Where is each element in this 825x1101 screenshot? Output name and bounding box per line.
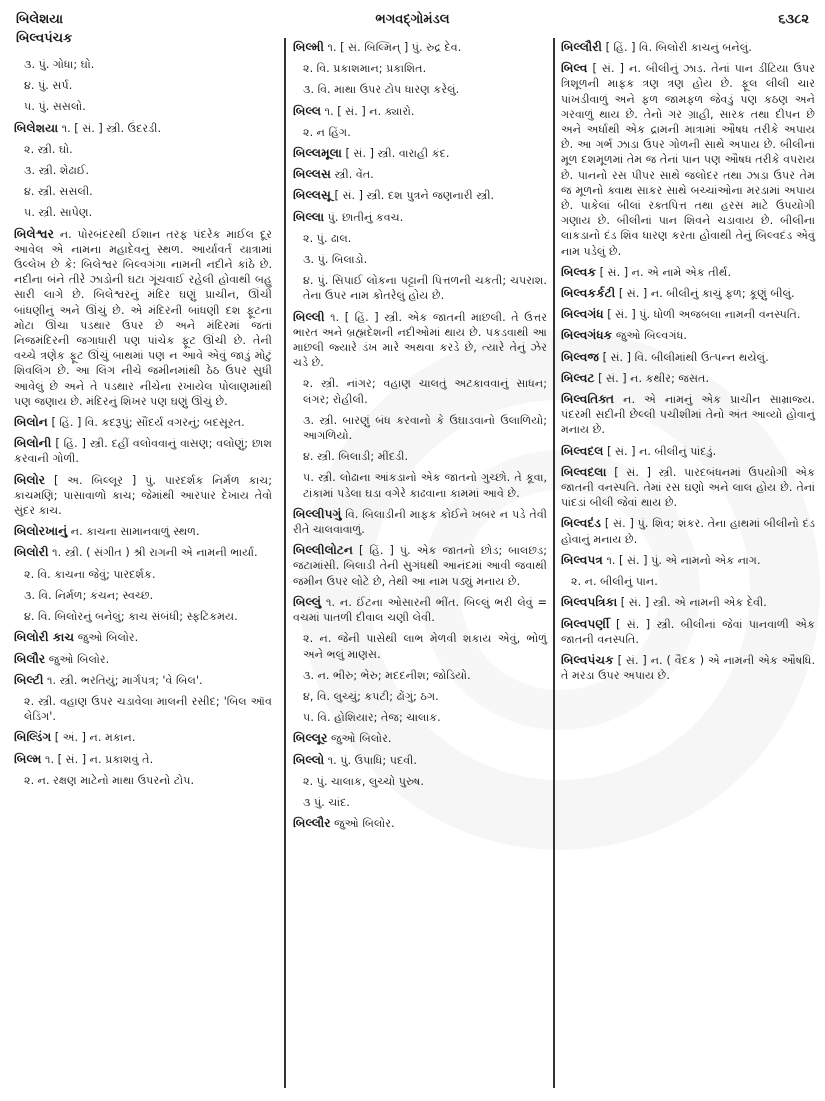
- dictionary-sense: [24, 609, 272, 624]
- definition-text: [ હિં. ] વિ. કદરૂપું; સૌંદર્ય વગરનું; બદસૂરત.: [51, 416, 245, 430]
- definition-text: ૨. સ્ત્રી. નાંગર; વહાણ ચાલતું અટકાવવાનું સાધન; લંગર; રોહીલી.: [303, 377, 547, 406]
- definition-text: [ સં. ] ન. બીલીનું કાચું ફળ; કૂણું બીલું.: [618, 287, 795, 301]
- dictionary-entry: [561, 307, 815, 322]
- definition-text: ૨. ન. રક્ષણ માટેનો માથા ઉપરનો ટોપ.: [24, 773, 195, 787]
- definition-text: [ સં. ] પું. શિવ; શંકર. તેના હાથમાં બીલીનો દંડ હોવાનું મનાય છે.: [561, 517, 815, 546]
- definition-text: ૫. પું. સસલો.: [24, 100, 86, 114]
- definition-text: [ સં. ] ન. એ નામે એક તીર્થ.: [599, 265, 732, 279]
- dictionary-entry: [561, 465, 815, 511]
- dictionary-sense: [24, 588, 272, 603]
- dictionary-entry: [293, 731, 547, 746]
- definition-text: ૨. ન હિંગ.: [303, 125, 351, 139]
- headword: બિલ્વપંચક: [561, 652, 614, 667]
- dictionary-entry: [561, 516, 815, 546]
- definition-text: [ સં. ] સ્ત્રી. પારદબંધનમાં ઉપયોગી એક જાતની વનસ્પતિ. તેમાં રસ ઘણો અને લાલ હોય છે. તેનાં પાંદડાં બીલી જેવાં થાય છે.: [561, 465, 816, 510]
- dictionary-sense: [303, 413, 547, 443]
- definition-text: ૩. પું. ગોધા; ઘો.: [24, 58, 95, 71]
- headword: બિલ્વગંધક: [561, 328, 613, 343]
- headword: બિલ્વકર્કટી: [561, 286, 616, 301]
- definition-text: [ અ. બિલ્લૂર ] પું. પારદર્શક નિર્મળ કાચ; કાચમણિ; પાસાવાળો કાચ; જેમાંથી આરપાર દેખાય તેવો સુંદર કાચ.: [14, 473, 272, 518]
- definition-text: ૨. ન. બીલીનું પાન.: [571, 575, 658, 589]
- headword: બિલ્લ: [293, 103, 322, 118]
- definition-text: ૧. [ હિં. ] સ્ત્રી. એક જાતની માછલી. તે ઉત્તર ભારત અને બ્રહ્મદેશની નદીઓમાં થાય છે. પકડવાથી આ માછલી જ્યારે ડંખ મારે અથવા કરડે છે, ત્યારે તેનું ઝેર ચડે છે.: [293, 310, 548, 370]
- definition-text: ૩. ન. ભીરુ; ભેરુ; મદદનીશ; જોડિયો.: [303, 668, 471, 682]
- definition-text: ૫. સ્ત્રી. સાપેણ.: [24, 206, 93, 220]
- definition-text: [ હિં. ] સ્ત્રી. દહીં વલોવવાનું વાસણ; વલોણું; છાશ કરવાની ગોળી.: [14, 437, 273, 466]
- headword: બિલ્લૌરી: [561, 40, 603, 54]
- headword: બિલ્વતિક્ત: [561, 392, 615, 407]
- dictionary-entry: [293, 188, 547, 203]
- dictionary-entry: [14, 227, 272, 409]
- headword: બિલ્વપર્ણી: [561, 616, 610, 631]
- dictionary-entry: [14, 730, 272, 745]
- definition-text: ૫. સ્ત્રી. લોઢાના આંકડાનો એક જાતનો ગુચ્છો. તે કૂવા, ટાંકામાં પડેલા ઘડા વગેરે કાઢવાના કામમાં આવે છે.: [303, 471, 547, 500]
- dictionary-entry: [293, 104, 547, 119]
- definition-text: જુઓ બિલોર.: [330, 732, 392, 746]
- definition-text: જુઓ બિલોર.: [48, 652, 110, 666]
- definition-text: ૫. વિ. હોશિયાર; તેજ; ચાલાક.: [303, 711, 441, 725]
- definition-text: ૨. પું. ઢાલ.: [303, 231, 352, 245]
- definition-text: ૧. [ સં. ] પું. એ નામનો એક નાગ.: [606, 553, 761, 567]
- guide-word-last: બિલ્વપંચક: [16, 31, 73, 46]
- definition-text: ૪. પું. સિપાઈ લોકના પટ્ટાની પિત્તળની ચકતી; ચપરાશ. તેના ઉપર નામ કોતરેલું હોય છે.: [303, 274, 547, 303]
- definition-text: [ હિં. ] પું. એક જાતનો છોડ; બાલછડ; જટામાંસી. બિલાડી તેની સુગંધથી આનંદમાં આવી જવાથી જમીન ઉપર લોટે છે, તેથી આ નામ પડ્યું મનાય છે.: [293, 544, 547, 588]
- dictionary-entry: [561, 653, 815, 683]
- dictionary-entry: [293, 753, 547, 768]
- dictionary-sense: [303, 376, 547, 406]
- headword: બિલ્લસૂ: [293, 188, 331, 203]
- definition-text: ન. એ નામનું એક પ્રાચીન સામ્રાજ્ય. પંદરમી સદીની છેલ્લી પચીશીમાં તેનો અંત આવ્યો હોવાનું મનાય છે.: [561, 393, 815, 437]
- definition-text: ૨. સ્ત્રી. ઘો.: [24, 142, 73, 156]
- dictionary-entry: [14, 524, 272, 539]
- definition-text: ૧. [ સં. બિલ્મિન્ ] પું. રુદ્ર દેવ.: [327, 41, 462, 54]
- definition-text: ૨. વિ. કાચના જેવું; પારદર્શક.: [24, 567, 156, 581]
- headword: બિલ્વ: [561, 61, 588, 76]
- headword: બિલ્લમૂલા: [293, 146, 342, 161]
- headword: બિલ્લો: [293, 752, 325, 767]
- headword: બિલ્લા: [293, 209, 325, 224]
- definition-text: ૧. સ્ત્રી. ભરતિયું; માર્ગપત્ર; 'વે બિલ'.: [47, 673, 203, 687]
- definition-text: [ સં. ] ન. બીલીનું પાંદડું.: [607, 444, 717, 458]
- dictionary-entry: [561, 595, 815, 610]
- headword: બિલ્વગંધ: [561, 307, 604, 322]
- dictionary-sense: [24, 142, 272, 157]
- definition-text: [ સં. ] પું. ધોળી અજબલા નામની વનસ્પતિ.: [607, 308, 801, 322]
- definition-text: ૩. વિ. માથા ઉપર ટોપ ધારણ કરેલું.: [303, 83, 460, 97]
- definition-text: વિ. બિલાડીની માફક કોઈને ખબર ન પડે તેવી રીતે ચાલવાવાળું.: [293, 507, 547, 537]
- dictionary-entry: [14, 652, 272, 667]
- definition-text: ૩. સ્ત્રી. શેઢાઈ.: [24, 164, 90, 178]
- definition-text: ૧. ન. ઈંટના ઓસારની ભીંત. બિલ્લું ભરી લેવું = વચમાં પાતળી દીવાલ ચણી લેવી.: [293, 595, 547, 625]
- headword: બિલ્લૌર: [293, 816, 331, 831]
- dictionary-entry: [293, 167, 547, 182]
- dictionary-entry: [561, 350, 815, 365]
- dictionary-sense: [24, 567, 272, 582]
- definition-text: ૧. પું. ઉપાધિ; પદવી.: [327, 753, 417, 767]
- dictionary-entry: [293, 507, 547, 537]
- headword: બિલ્લીલોટન: [293, 543, 354, 558]
- column-divider: [284, 38, 286, 1088]
- definition-text: [ સં. ] સ્ત્રી. વારાહી કંદ.: [345, 147, 450, 161]
- definition-text: જુઓ બિલોર.: [77, 631, 139, 645]
- headword: બિલૌર: [14, 651, 46, 666]
- definition-text: [ અં. ] ન. મકાન.: [54, 731, 136, 745]
- column-3: [561, 40, 815, 689]
- definition-text: જુઓ બિલ્વગંધ.: [615, 329, 687, 343]
- headword: બિલ્વદંડ: [561, 516, 601, 531]
- definition-text: [ સં. ] સ્ત્રી. એ નામની એક દેવી.: [620, 596, 767, 610]
- dictionary-sense: [24, 773, 272, 788]
- definition-text: [ હિં. ] વિ. બિલોરી કાચનું બનેલું.: [605, 41, 752, 54]
- headword: બિલ્વપત્રિકા: [561, 595, 618, 610]
- dictionary-sense: [24, 184, 272, 199]
- dictionary-sense: [303, 795, 547, 810]
- definition-text: ૪. સ્ત્રી. બિલાડી; મીંદડી.: [303, 450, 409, 464]
- dictionary-entry: [561, 392, 815, 438]
- headword: બિલ્વદલ: [561, 443, 604, 458]
- headword: બિલ્લસ: [293, 167, 331, 182]
- definition-text: ૨. પું. ચાલાક, લુચ્ચો પુરુષ.: [303, 774, 424, 788]
- headword: બિલ્લું: [293, 594, 322, 609]
- dictionary-sense: [303, 449, 547, 464]
- definition-text: ૪. વિ. બિલોરનું બનેલું; કાચ સંબંધી; સ્ફટિકમય.: [24, 610, 238, 624]
- headword: બિલોન: [14, 415, 48, 430]
- dictionary-entry: [561, 553, 815, 568]
- dictionary-entry: [293, 816, 547, 831]
- guide-word-first: બિલેશયા: [16, 12, 64, 27]
- headword: બિલોર: [14, 472, 46, 487]
- dictionary-entry: [293, 310, 547, 371]
- headword: બિલ્લી: [293, 309, 325, 324]
- dictionary-sense: [24, 163, 272, 178]
- dictionary-sense: [303, 710, 547, 725]
- dictionary-entry: [561, 40, 815, 55]
- definition-text: ૨. વિ. પ્રકાશમાન; પ્રકાશિત.: [303, 62, 427, 76]
- dictionary-sense: [24, 57, 272, 72]
- dictionary-sense: [303, 470, 547, 500]
- headword: બિલ્ટી: [14, 672, 44, 687]
- headword: બિલોરી કાચ: [14, 630, 75, 645]
- definition-text: [ સં. ] ન. કથીર; જસત.: [598, 371, 710, 385]
- column-2: [293, 40, 547, 837]
- dictionary-sense: [24, 694, 272, 724]
- column-divider: [553, 38, 555, 1088]
- dictionary-entry: [14, 121, 272, 136]
- headword: બિલ્લૂર: [293, 731, 328, 746]
- headword: બિલ્લીપગું: [293, 506, 342, 521]
- headword: બિલ્મી: [293, 40, 324, 54]
- definition-text: ૪, વિ. લુચ્ચું; કપટી; ઢોંગું; ઠગ.: [303, 689, 439, 703]
- headword: બિલોની: [14, 436, 52, 451]
- dictionary-entry: [14, 630, 272, 645]
- dictionary-entry: [14, 473, 272, 519]
- headword: બિલ્મ: [14, 751, 42, 766]
- dictionary-sense: [303, 252, 547, 267]
- dictionary-entry: [561, 617, 815, 647]
- headword: બિલ્વપત્ર: [561, 552, 603, 567]
- definition-text: ૧. સ્ત્રી. ( સંગીત ) શ્રી રાગની એ નામની ભાર્યા.: [52, 546, 258, 560]
- definition-text: ૧. [ સં. ] સ્ત્રી. ઉંદરડી.: [61, 121, 162, 135]
- book-title: ભગવદ્ગોમંડલ: [375, 12, 450, 27]
- dictionary-entry: [293, 210, 547, 225]
- dictionary-entry: [14, 436, 272, 466]
- definition-text: [ સં. ] સ્ત્રી. દશ પુત્રને જણનારી સ્ત્રી.: [334, 189, 495, 203]
- dictionary-sense: [303, 125, 547, 140]
- definition-text: ૩. પું. બિલાડો.: [303, 253, 368, 267]
- headword: બિલેશ્વર: [14, 226, 54, 241]
- column-1: [14, 57, 272, 794]
- dictionary-entry: [14, 673, 272, 688]
- definition-text: ૨. ન. જેની પાસેથી લાભ મેળવી શકાય એવું, ભોળું અને ભલું માણસ.: [303, 632, 547, 661]
- definition-text: જુઓ બિલોર.: [334, 817, 395, 831]
- definition-text: સ્ત્રી. વેંત.: [334, 168, 374, 182]
- definition-text: ૨. સ્ત્રી. વહાણ ઉપર ચડાવેલા માલની રસીદ; 'બિલ ઑવ લેડિંગ'.: [24, 694, 272, 724]
- dictionary-sense: [303, 82, 547, 97]
- dictionary-entry: [561, 328, 815, 343]
- dictionary-sense: [303, 668, 547, 683]
- dictionary-entry: [14, 752, 272, 767]
- dictionary-entry: [561, 265, 815, 280]
- dictionary-entry: [561, 61, 815, 259]
- headword: બિલ્વદલા: [561, 464, 607, 479]
- dictionary-sense: [303, 61, 547, 76]
- definition-text: ૩. વિ. નિર્મળ; કંચન; સ્વચ્છ.: [24, 588, 154, 602]
- dictionary-entry: [561, 371, 815, 386]
- dictionary-sense: [303, 631, 547, 661]
- dictionary-sense: [571, 574, 815, 589]
- dictionary-entry: [293, 40, 547, 55]
- headword: બિલેશયા: [14, 120, 59, 135]
- definition-text: ૪. પું. સર્પ.: [24, 79, 73, 93]
- definition-text: ૧. [ સં. ] ન. પ્રકાશવું તે.: [45, 752, 154, 766]
- definition-text: ન. પોરબંદરથી ઈશાન તરફ પંદરેક માઈલ દૂર આવેલ એ નામના મહાદેવનું સ્થળ. આર્યાવર્ત યાત્રામાં ઉલ્લેખ છે કે: બિલેશ્વર બિલ્વગંગા નામની નદીને કાંઠે છે. નદીના બંને તીરે ઝાડોની ઘટા ગૂંચવાઈ રહેલી હોવાથી બહુ સારી લાગે છે. બિલેશ્વરનું મંદિર ઘણું પ્રાચીન, ઊંચી બાંધણીનું અને ઊંચું છે. એ મંદિરની બાંધણી દશ ફૂટના મોટા ઊંચા પડથાર ઉપર છે અને મંદિરમાં જતાં નિજમંદિરની જગાધારી પણ પાંચેક ફૂટ ઊંચી છે. તેની વચ્ચે ત્રણેક ફૂટ ઊંચું બાથમાં પણ ન આવે એવું જાડું મોટું શિવલિંગ છે. આ લિંગ નીચે જમીનમાંથી ઠેઠ ઉપર સુધી આવેલું છે અને તે પડથાર નીચેના રખાયેલ પોલાણમાંથી પણ જણાય છે. મંદિરનું શિખર પણ ઘણું ઊંચું છે.: [14, 227, 272, 408]
- definition-text: [ સં. ] વિ. બીલીમાંથી ઉત્પન્ન થયેલું.: [602, 350, 769, 364]
- dictionary-sense: [24, 99, 272, 114]
- dictionary-sense: [303, 231, 547, 246]
- definition-text: ૩ પું. ચાંદ.: [303, 795, 350, 809]
- definition-text: [ સં. ] સ્ત્રી. બીલીનાં જેવાં પાનવાળી એક જાતની વનસ્પતિ.: [561, 617, 815, 646]
- dictionary-sense: [303, 689, 547, 704]
- dictionary-entry: [561, 444, 815, 459]
- definition-text: ૧. [ સં. ] ન. ક્યારો.: [324, 104, 415, 118]
- definition-text: પું. છાતીનું કવચ.: [327, 210, 404, 224]
- dictionary-sense: [24, 205, 272, 220]
- headword: બિલ્વટ: [561, 370, 595, 385]
- headword: બિલ્વક: [561, 264, 597, 279]
- dictionary-sense: [303, 273, 547, 303]
- dictionary-entry: [293, 543, 547, 589]
- definition-text: [ સં. ] ન. ( વૈદક ) એ નામની એક ઔષધિ. તે મરડા ઉપર અપાય છે.: [561, 653, 815, 683]
- dictionary-entry: [561, 286, 815, 301]
- headword: બિલ્ડિંગ: [14, 730, 52, 745]
- page-number: ૬૩૮૨: [778, 12, 809, 27]
- definition-text: [ સં. ] ન. બીલીનું ઝાડ. તેનાં પાન ડીંટિયા ઉપર ત્રિશૂળની માફક ત્રણ ત્રણ હોય છે. ફૂલ લીલી ચાર પાંખડીવાળું અને ફળ જામફળ જેવડું પણ કઠણ અને ગરવાળું થાય છે. તેનો ગર ગ્રાહી, સારક તથા દીપન છે અને અર્ધાથી એક દ્રામની માત્રામાં ઔષધ તરીકે અપાય છે. આ ગર્ભ ઝાડા ઉપર ગોળની સાથે અપાય છે. બીલીનાં મૂળ દશમૂળમાં તેમ જ તેનાં પાન પણ ઔષધ તરીકે વપરાય છે. પાનનો રસ પીપર સાથે જલોદર તથા ઝાડા ઉપર તેમ જ મૂળનો ક્વાથ સાકર સાથે બચ્ચાંઓના મરડામાં અપાય છે. પાકેલાં બીલાં રક્તપિત્ત તથા હરસ માટે ઉપયોગી ગણાય છે. બીલીનાં પાન શિવને ચડાવાય છે. બીલીના લાકડાનો દંડ શિવ ધારણ કરતા હોવાથી તેનું બિલ્વદંડ એવું નામ પડેલું છે.: [561, 62, 815, 258]
- dictionary-entry: [14, 545, 272, 560]
- dictionary-entry: [14, 415, 272, 430]
- headword: બિલોરખાનું: [14, 524, 68, 539]
- definition-text: ન. કાચના સામાનવાળું સ્થળ.: [70, 525, 200, 539]
- dictionary-sense: [303, 774, 547, 789]
- headword: બિલોરી: [14, 545, 49, 560]
- definition-text: ૪. સ્ત્રી. સસલી.: [24, 185, 93, 199]
- definition-text: ૩. સ્ત્રી. બારણું બંધ કરવાનો કે ઉઘાડવાનો ઉલાળિયો; આગળિયો.: [303, 413, 547, 443]
- dictionary-sense: [24, 78, 272, 93]
- headword: બિલ્વજ: [561, 349, 600, 364]
- dictionary-entry: [293, 146, 547, 161]
- dictionary-entry: [293, 595, 547, 625]
